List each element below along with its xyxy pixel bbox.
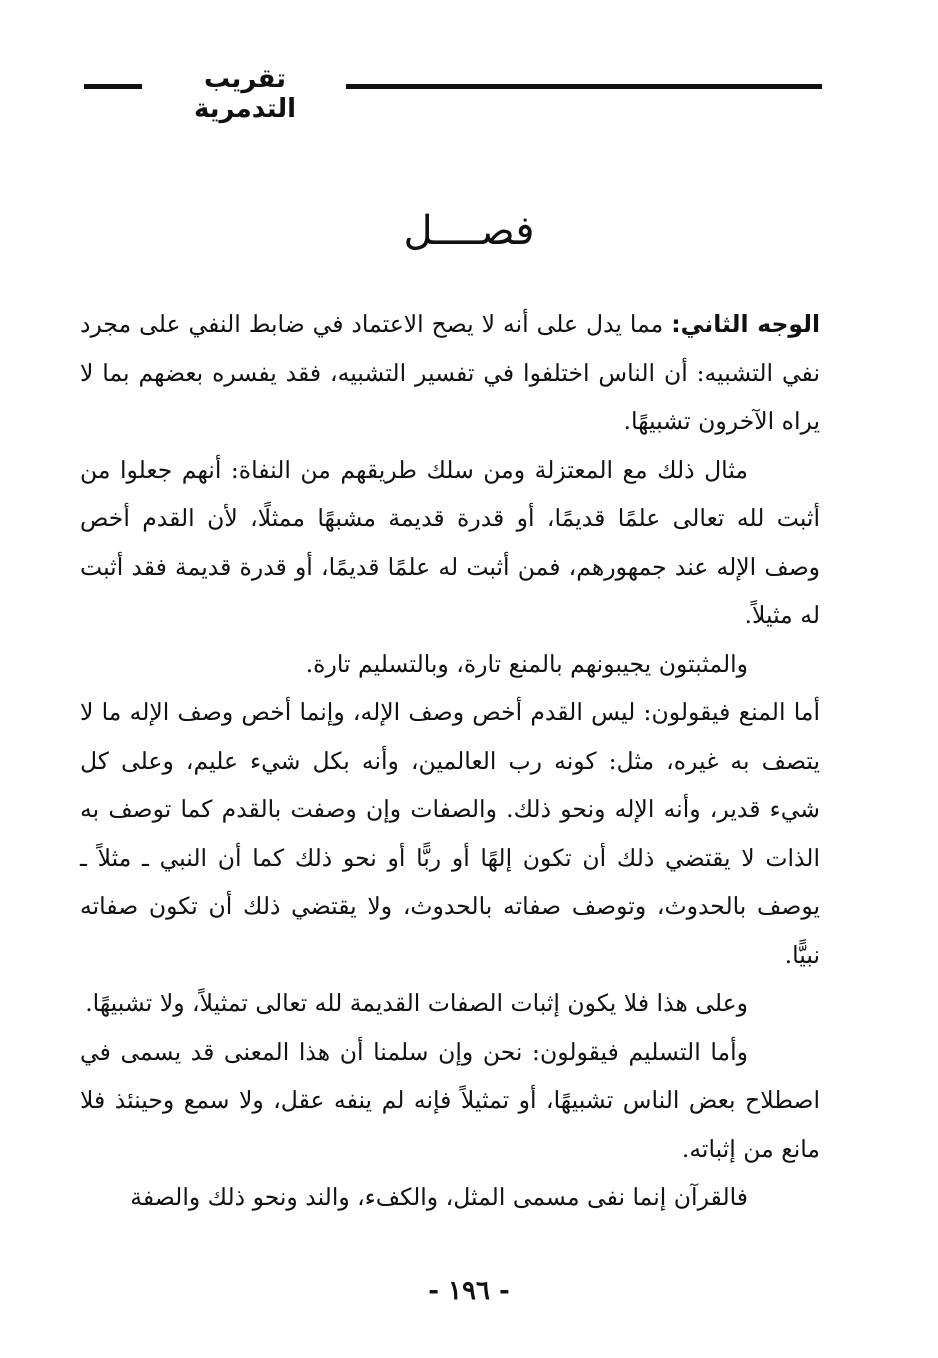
header-rule-left: [84, 84, 142, 89]
paragraph-6: وأما التسليم فيقولون: نحن وإن سلمنا أن هذا المعنى قد يسمى في اصطلاح بعض الناس تشبيهًا، أو تمثيلاً فإنه لم ينفه عقل، ولا سمع وحينئذ فلا مانع من إثباته.: [80, 1037, 820, 1163]
paragraph-1-text: مما يدل على أنه لا يصح الاعتماد في ضابط النفي على مجرد نفي التشبيه: أن الناس اختلفوا في تفسير التشبيه، فقد يفسره بعضهم بما لا يراه الآخرون تشبيهًا.: [80, 310, 820, 435]
section-title: فصــــل: [403, 208, 535, 254]
paragraph-4: أما المنع فيقولون: ليس القدم أخص وصف الإله، وإنما أخص وصف الإله ما لا يتصف به غيره، مثل: كونه رب العالمين، وأنه بكل شيء عليم، وعلى كل شيء قدير، وأنه الإله ونحو ذلك. والصفات وإن وصفت بالقدم كما توصف به الذات لا يقتضي ذلك أن تكون إلهًا أو ربًّا أو نحو ذلك كما أن النبي ـ مثلاً ـ يوصف بالحدوث، وتوصف صفاته بالحدوث، ولا يقتضي ذلك أن تكون صفاته نبيًّا.: [80, 698, 820, 969]
paragraph-2: مثال ذلك مع المعتزلة ومن سلك طريقهم من النفاة: أنهم جعلوا من أثبت لله تعالى علمًا قديمًا، أو قدرة قديمة مشبهًا ممثلًا، لأن القدم أخص وصف الإله عند جمهورهم، فمن أثبت له علمًا قديمًا، أو قدرة قديمة فقد أثبت له مثيلاً.: [80, 455, 820, 629]
running-header: [84, 62, 822, 124]
running-title: تقريب التدمرية: [193, 64, 297, 124]
paragraph-1-lead: الوجه الثاني:: [671, 310, 820, 338]
paragraph-1: [80, 300, 820, 446]
body-text: [80, 300, 820, 1222]
paragraph-7: فالقرآن إنما نفى مسمى المثل، والكفء، والند ونحو ذلك والصفة: [130, 1183, 748, 1211]
header-rule-right: [346, 84, 822, 89]
paragraph-5: وعلى هذا فلا يكون إثبات الصفات القديمة لله تعالى تمثيلاً، ولا تشبيهًا.: [85, 989, 748, 1017]
page-number: - ١٩٦ -: [428, 1276, 510, 1306]
paragraph-3: والمثبتون يجيبونهم بالمنع تارة، وبالتسليم تارة.: [305, 649, 748, 678]
